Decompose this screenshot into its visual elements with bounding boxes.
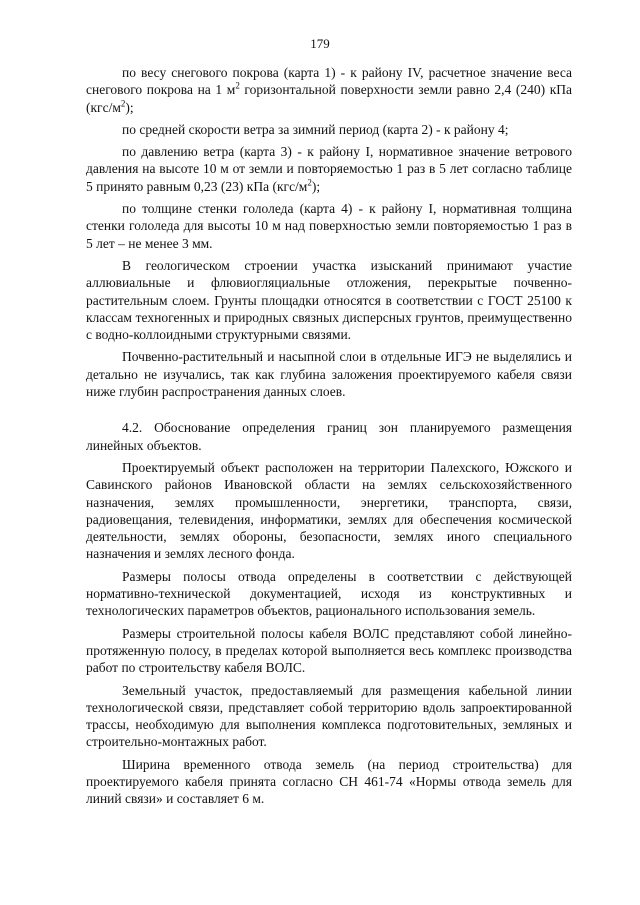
section-spacer <box>86 405 572 419</box>
paragraph-temporary-allotment: Ширина временного отвода земель (на период строительства) для проектируемого кабеля принята согласно СН 461-74 «Нормы отвода земель для линий связи» и составляет 6 м. <box>86 756 572 807</box>
paragraph-land-plot: Земельный участок, предоставляемый для размещения кабельной линии технологической связи, представляет собой территорию вдоль запроектированной трассы, необходимую для выполнения комплекса подготовительных, земляных и строительно-монтажных работ. <box>86 682 572 750</box>
paragraph-location: Проектируемый объект расположен на территории Палехского, Южского и Савинского районов Ивановской области на землях сельскохозяйственного назначения, землях промышленности, энергетики, транспорта, связи, радиовещания, телевидения, информатики, землях для обеспечения космической деятельности, землях обороны, безопасности, землях иного специального назначения и землях лесного фонда. <box>86 459 572 562</box>
paragraph-wind-speed: по средней скорости ветра за зимний период (карта 2) - к району 4; <box>122 121 509 137</box>
document-body <box>86 64 572 808</box>
section-heading: 4.2. Обоснование определения границ зон планируемого размещения линейных объектов. <box>86 420 572 453</box>
paragraph-ice-thickness: по толщине стенки гололеда (карта 4) - к району I, нормативная толщина стенки гололеда для высоты 10 м над поверхностью земли повторяемостью 1 раз в 5 лет – не менее 3 мм. <box>86 201 572 251</box>
paragraph-snow-load: по весу снегового покрова (карта 1) - к району IV, расчетное значение веса снегового покрова на 1 $м^2$ горизонтальной поверхности земли равно 2,4 (240) кПа $(кгс/м^2)$; <box>86 65 573 115</box>
paragraph-soil-layers: Почвенно-растительный и насыпной слои в отдельные ИГЭ не выделялись и детально не изучались, так как глубина заложения проектируемого кабеля связи ниже глубин распространения данных слоев. <box>86 349 572 400</box>
paragraph-wind-pressure: по давлению ветра (карта 3) - к району I, нормативное значение ветрового давления на высоте 10 м от земли и повторяемостью 1 раз в 5 лет согласно таблице 5 принято равным 0,23 (23) кПа $(кгс/м^2)$; <box>86 144 572 194</box>
page-number: 179 <box>310 36 330 51</box>
paragraph-right-of-way: Размеры полосы отвода определены в соответствии с действующей нормативно-технической документацией, исходя из конструктивных и технологических параметров объектов, рационального использования земель. <box>86 568 572 619</box>
paragraph-geology: В геологическом строении участка изысканий принимают участие аллювиальные и флювиогляциальные отложения, перекрытые почвенно-растительным слоем. Грунты площадки относятся в соответствии с ГОСТ 25100 к классам техногенных и природных связных дисперсных грунтов, преимущественно с водно-коллоидными структурными связями. <box>86 257 572 343</box>
paragraph-construction-strip: Размеры строительной полосы кабеля ВОЛС представляют собой линейно-протяженную полосу, в пределах которой выполняется весь комплекс производства работ по строительству кабеля ВОЛС. <box>86 625 572 676</box>
